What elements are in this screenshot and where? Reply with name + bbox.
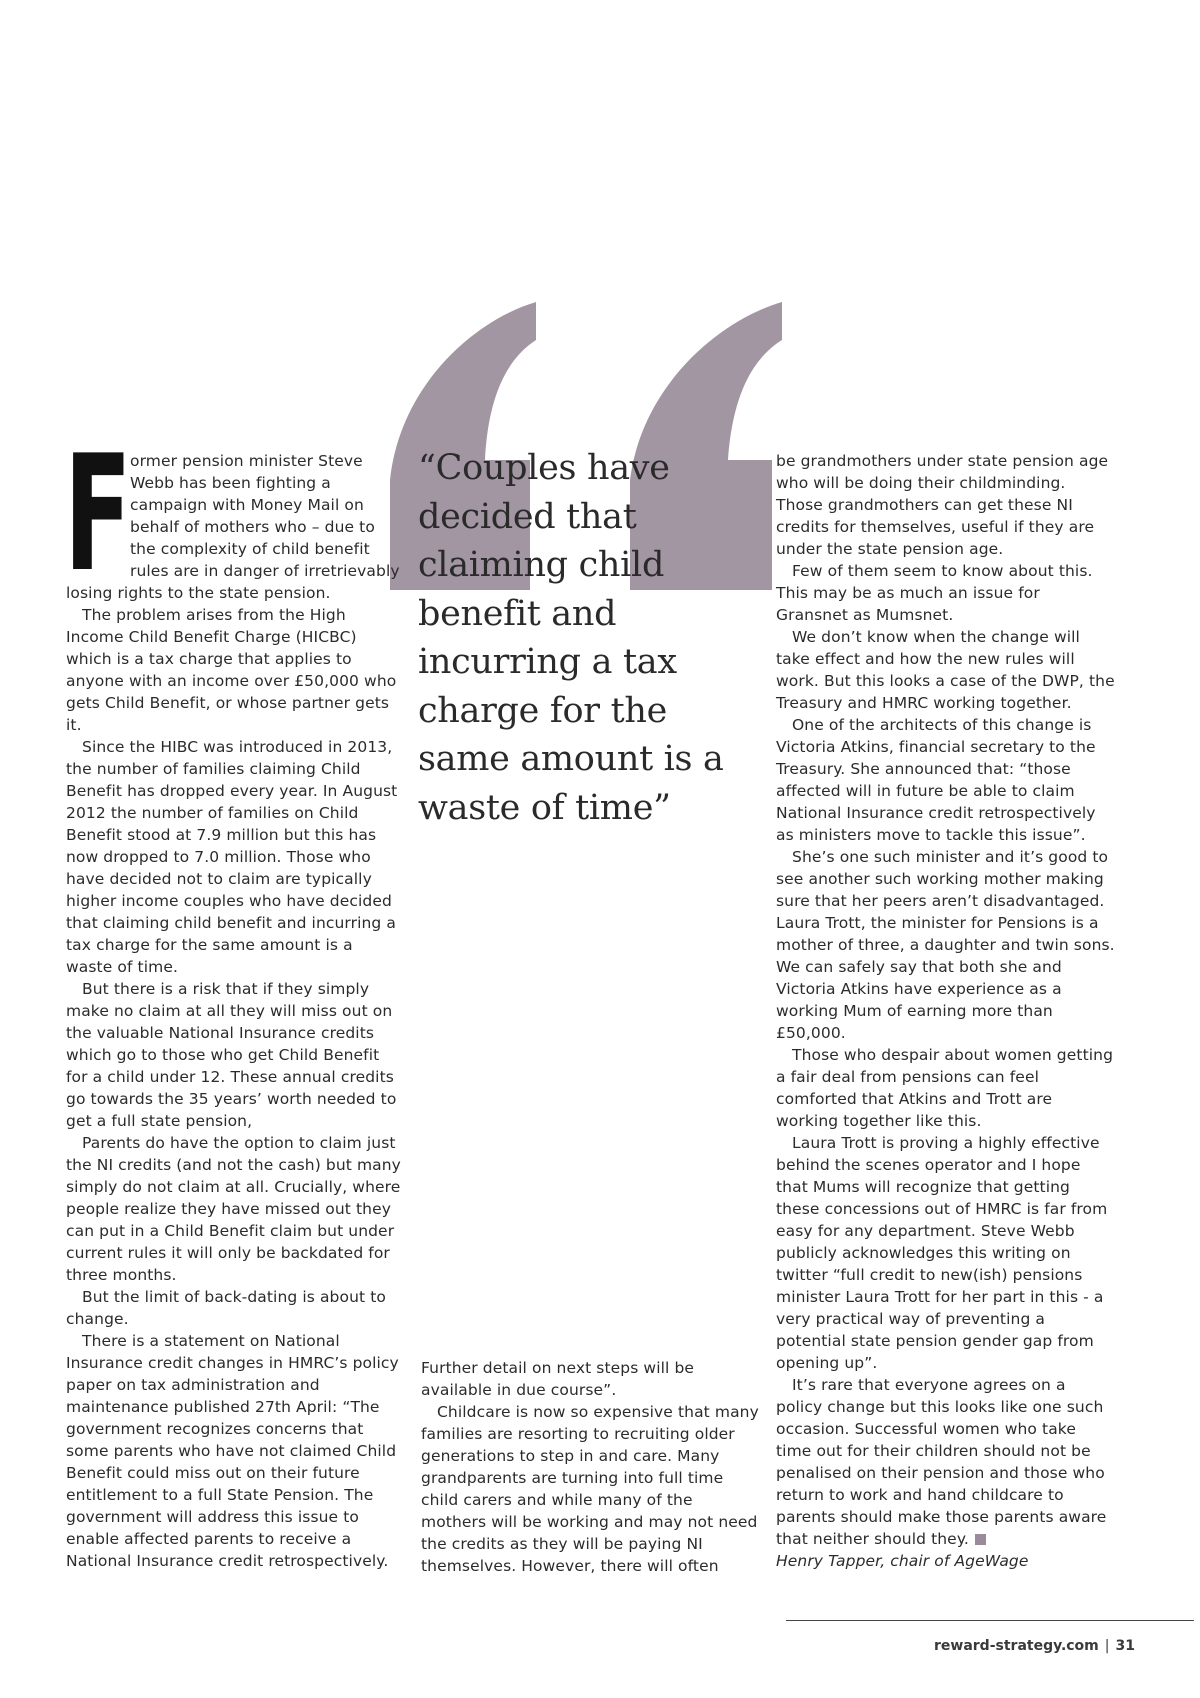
author-signature: Henry Tapper, chair of AgeWage	[776, 1552, 1029, 1570]
footer-site: reward-strategy.com	[934, 1638, 1099, 1654]
end-of-article-square-icon	[975, 1534, 986, 1545]
paragraph	[776, 1374, 1116, 1550]
page-footer	[934, 1638, 1135, 1654]
paragraph: Parents do have the option to claim just the NI credits (and not the cash) but many simply do not claim at all. Crucially, where people realize they have missed out they can put in a Child Benefit claim but under current rules it will only be backdated for three months.	[66, 1134, 401, 1284]
paragraph: Since the HIBC was introduced in 2013, the number of families claiming Child Benefit has dropped every year. In August 2012 the number of families on Child Benefit stood at 7.9 million but this has now dropped to 7.0 million. Those who have decided not to claim are typically higher income couples who have decided that claiming child benefit and incurring a tax charge for the same amount is a waste of time.	[66, 738, 398, 976]
page-number: 31	[1115, 1638, 1135, 1654]
paragraph-text: ormer pension minister Steve Webb has been fighting a campaign with Money Mail on behalf of mothers who – due to the complexity of child benefit rules are in danger of irretrievably losing rights to the state pension.	[66, 452, 400, 602]
footer-separator: |	[1104, 1638, 1110, 1654]
footer-rule	[786, 1620, 1194, 1621]
paragraph: Laura Trott is proving a highly effective behind the scenes operator and I hope that Mums will recognize that getting these concessions out of HMRC is far from easy for any department. Steve Webb publicly acknowledges this writing on twitter “full credit to new(ish) pensions minister Laura Trott for her part in this - a very practical way of preventing a potential state pension gender gap from opening up”.	[776, 1134, 1108, 1372]
paragraph: But the limit of back-dating is about to change.	[66, 1288, 386, 1328]
article-column-middle	[421, 1357, 759, 1577]
paragraph: There is a statement on National Insurance credit changes in HMRC’s policy paper on tax administration and maintenance published 27th April: “The government recognizes concerns that some parents who have not claimed Child Benefit could miss out on their future entitlement to a full State Pension. The government will address this issue to enable affected parents to receive a National Insurance credit retrospectively.	[66, 1332, 399, 1570]
paragraph: The problem arises from the High Income Child Benefit Charge (HICBC) which is a tax charge that applies to anyone with an income over £50,000 who gets Child Benefit, or whose partner gets it.	[66, 606, 397, 734]
paragraph: Few of them seem to know about this. This may be as much an issue for Gransnet as Mumsnet.	[776, 562, 1093, 624]
paragraph: One of the architects of this change is Victoria Atkins, financial secretary to the Treasury. She announced that: “those affected will in future be able to claim National Insurance credit retrospectively as ministers move to tackle this issue”.	[776, 716, 1096, 844]
paragraph	[64, 420, 404, 607]
paragraph: Childcare is now so expensive that many families are resorting to recruiting older generations to step in and care. Many grandparents are turning into full time child carers and while many of the mothers will be working and may not need the credits as they will be paying NI themselves. However, there will often	[421, 1403, 759, 1575]
article-column-left	[64, 420, 404, 1572]
pull-quote: “Couples have decided that claiming child benefit and incurring a tax charge for the same amount is a waste of time”	[418, 448, 724, 828]
paragraph: But there is a risk that if they simply make no claim at all they will miss out on the valuable National Insurance credits which go to those who get Child Benefit for a child under 12. These annual credits go towards the 35 years’ worth needed to get a full state pension,	[66, 980, 397, 1130]
paragraph: We don’t know when the change will take effect and how the new rules will work. But this looks a case of the DWP, the Treasury and HMRC working together.	[776, 628, 1115, 712]
paragraph-text: It’s rare that everyone agrees on a policy change but this looks like one such occasion. Successful women who take time out for their children should not be penalised on their pension and those who return to work and hand childcare to parents should make those parents aware that neither should they.	[776, 1376, 1107, 1548]
paragraph: be grandmothers under state pension age who will be doing their childminding. Those grandmothers can get these NI credits for themselves, useful if they are under the state pension age.	[776, 452, 1109, 558]
paragraph: Further detail on next steps will be available in due course”.	[421, 1359, 695, 1399]
article-column-right	[776, 450, 1116, 1572]
drop-cap: F	[64, 420, 132, 607]
paragraph: She’s one such minister and it’s good to see another such working mother making sure that her peers aren’t disadvantaged. Laura Trott, the minister for Pensions is a mother of three, a daughter and twin sons. We can safely say that both she and Victoria Atkins have experience as a working Mum of earning more than £50,000.	[776, 848, 1115, 1042]
paragraph: Those who despair about women getting a fair deal from pensions can feel comforted that Atkins and Trott are working together like this.	[776, 1046, 1114, 1130]
